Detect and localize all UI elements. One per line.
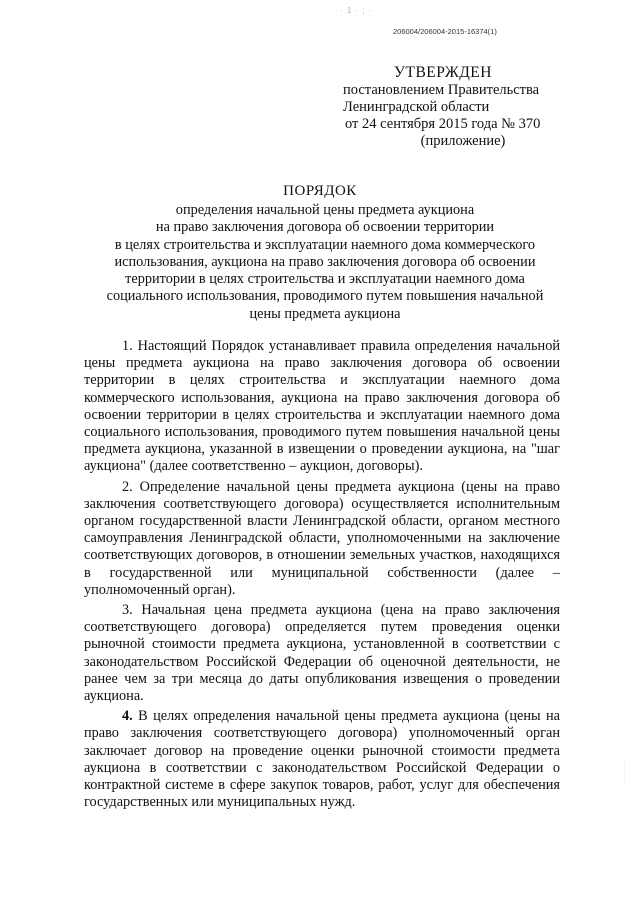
- paragraph-number: 2.: [122, 478, 133, 495]
- paragraph-text: Начальная цена предмета аукциона (цена на право заключения соответствующего договора) определяется путем проведения оценки рыночной стоимости предмета аукциона, установленной в соответствии с законодательством Российской Федерации об оценочной деятельности, не ранее чем за три месяца до даты опубликования извещения о проведении аукциона.: [84, 602, 560, 705]
- approval-line-date: от 24 сентября 2015 года № 370: [345, 116, 541, 132]
- subtitle-line: использования, аукциона на право заключения договора об освоении: [114, 253, 536, 270]
- paragraph-number: 4.: [122, 708, 133, 725]
- subtitle-line: определения начальной цены предмета аукциона: [175, 202, 475, 218]
- subtitle-line: цены предмета аукциона: [249, 305, 401, 322]
- paragraph-text: В целях определения начальной цены предмета аукциона (цены на право заключения соответствующего договора) уполномоченный орган заключает договор на проведение оценки рыночной стоимости предмета аукциона в соответствии с законодательством Российской Федерации о контрактной системе в сфере закупок товаров, работ, услуг для обеспечения государственных или муниципальных нужд.: [84, 708, 560, 811]
- paragraph-4: [84, 708, 560, 811]
- subtitle-line: территории в целях строительства и эксплуатации наемного дома: [125, 271, 525, 288]
- approval-line-region: Ленинградской области: [343, 99, 490, 115]
- approval-line-appendix: (приложение): [420, 133, 506, 149]
- scan-edge-mark: · · · · · ·: [620, 760, 628, 783]
- scan-mark: · 1 · ; ·: [340, 6, 373, 15]
- paragraph-3: [84, 602, 560, 705]
- approval-stamp-block: [343, 64, 543, 150]
- paragraph-number: 3.: [122, 602, 133, 619]
- subtitle-line: социального использования, проводимого путем повышения начальной: [106, 288, 544, 305]
- paragraph-2: [84, 479, 560, 599]
- subtitle-line: в целях строительства и эксплуатации наемного дома коммерческого: [114, 236, 536, 253]
- document-title: ПОРЯДОК: [283, 183, 357, 199]
- document-reference-number: 206004/206004-2015-16374(1): [393, 27, 497, 36]
- approval-title: УТВЕРЖДЕН: [394, 64, 492, 81]
- document-body: [84, 338, 560, 814]
- paragraph-text: Настоящий Порядок устанавливает правила определения начальной цены предмета аукциона на право заключения договора об освоении территории в целях строительства и эксплуатации наемного дома коммерческого использования, аукциона на право заключения договора об освоении территории в целях строительства и эксплуатации наемного дома социального использования, проводимого путем повышения начальной цены предмета аукциона, указанной в извещении о проведении аукциона, на "шаг аукциона" (далее соответственно – аукцион, договоры).: [84, 338, 560, 475]
- paragraph-1: [84, 338, 560, 476]
- subtitle-line: на право заключения договора об освоении территории: [155, 219, 495, 236]
- approval-line-decree: постановлением Правительства: [343, 82, 540, 98]
- paragraph-number: 1.: [122, 338, 133, 354]
- paragraph-text: Определение начальной цены предмета аукциона (цены на право заключения соответствующего договора) осуществляется исполнительным органом государственной власти Ленинградской области, органом местного самоуправления Ленинградской области, уполномоченными на заключение соответствующих договоров, в отношении земельных участков, находящихся в государственной или муниципальной собственности (далее – уполномоченный орган).: [84, 478, 560, 598]
- document-subtitle: [90, 202, 560, 323]
